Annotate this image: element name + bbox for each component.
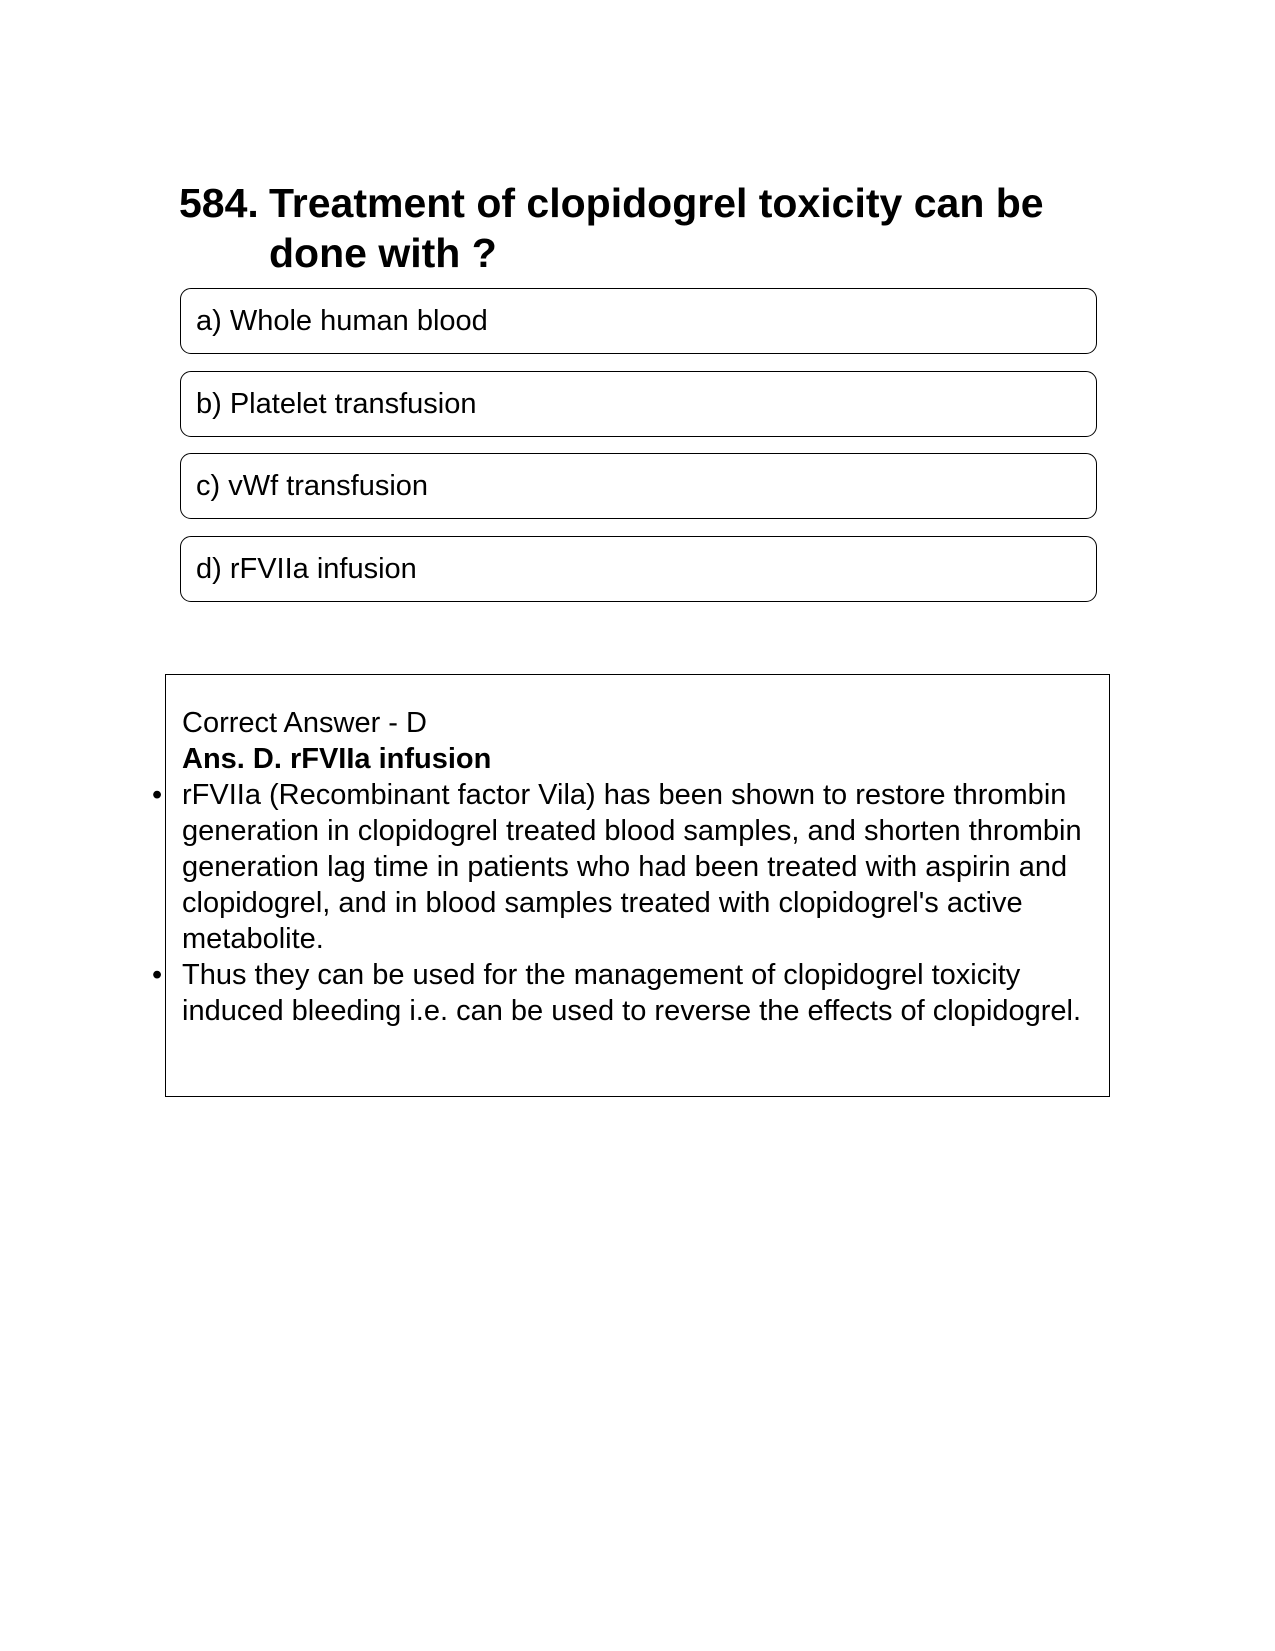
- question-number: 584.: [179, 180, 259, 226]
- option-c[interactable]: [180, 453, 1097, 519]
- correct-answer-line: Correct Answer - D: [182, 707, 427, 739]
- option-d-label: d) rFVIIa infusion: [196, 553, 417, 585]
- option-a-label: a) Whole human blood: [196, 305, 488, 337]
- option-d[interactable]: [180, 536, 1097, 602]
- option-b-label: b) Platelet transfusion: [196, 388, 477, 420]
- option-c-label: c) vWf transfusion: [196, 470, 429, 502]
- option-a[interactable]: [180, 288, 1097, 354]
- option-b[interactable]: [180, 371, 1097, 437]
- bullet-icon: •: [152, 959, 163, 991]
- explanation-point-2: [152, 957, 1082, 1029]
- explanation-point-1: [152, 777, 1082, 957]
- question-heading: [179, 178, 1099, 278]
- bullet-icon: •: [152, 779, 163, 811]
- explanation-list: [152, 777, 1082, 1029]
- explanation-point-2-text: Thus they can be used for the management of clopidogrel toxicity induced bleeding i.e. can be used to reverse the effects of clopidogrel.: [182, 959, 1082, 1027]
- question-text: Treatment of clopidogrel toxicity can be done with ?: [269, 180, 1044, 276]
- answer-content: [152, 705, 1082, 1029]
- answer-title: Ans. D. rFVIIa infusion: [182, 743, 492, 775]
- answer-explanation-box: [152, 674, 1110, 1097]
- explanation-point-1-text: rFVIIa (Recombinant factor Vila) has been shown to restore thrombin generation in clopidogrel treated blood samples, and shorten thrombin generation lag time in patients who had been treated with aspirin and clopidogrel, and in blood samples treated with clopidogrel's active metabolite.: [182, 779, 1082, 955]
